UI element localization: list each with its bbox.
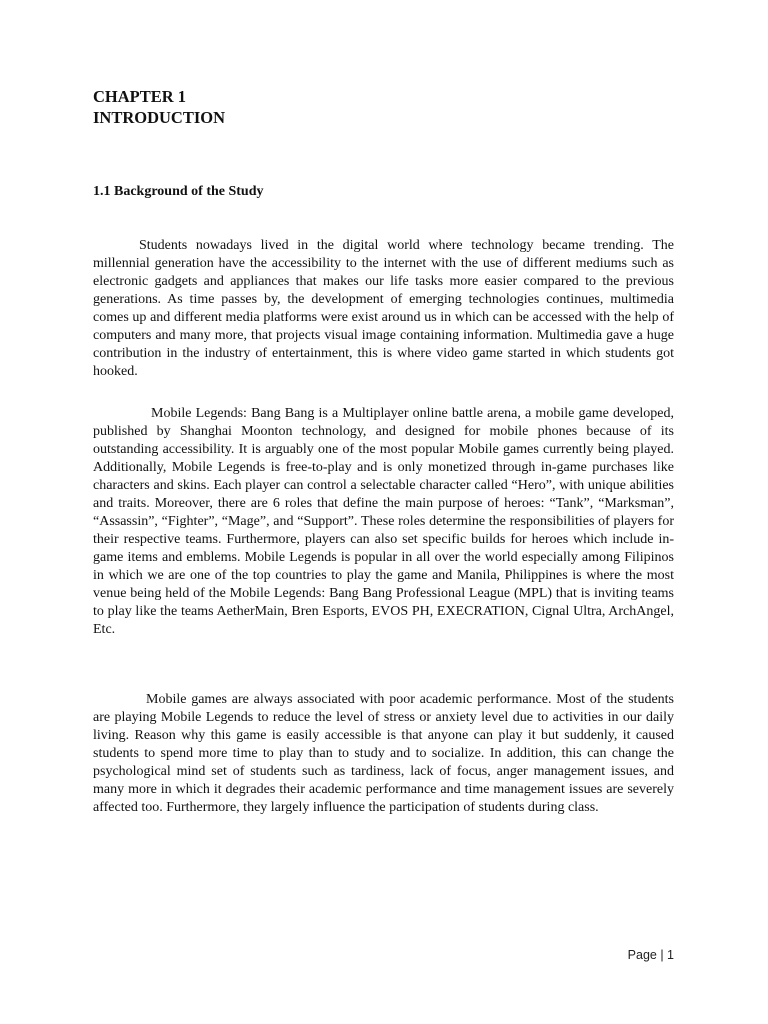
chapter-number: CHAPTER 1 — [93, 87, 187, 106]
chapter-heading — [93, 86, 225, 128]
paragraph-digital-world: Students nowadays lived in the digital world where technology became trending. The millennial generation have the accessibility to the internet with the use of different mediums such as electronic gadgets and appliances that makes our life tasks more easier compared to the previous generations. As time passes by, the development of emerging technologies continues, multimedia comes up and different media platforms were exist around us in which can be accessed with the help of computers and many more, that projects visual image containing information. Multimedia gave a huge contribution in the industry of entertainment, this is where video game started in which students got hooked. — [93, 238, 674, 379]
chapter-title: INTRODUCTION — [93, 108, 226, 127]
section-heading: 1.1 Background of the Study — [93, 184, 264, 199]
page-number-footer: Page | 1 — [627, 948, 674, 962]
paragraph-mobile-legends: Mobile Legends: Bang Bang is a Multiplayer online battle arena, a mobile game developed, published by Shanghai Moonton technology, and designed for mobile phones because of its outstanding accessibility. It is arguably one of the most popular Mobile games currently being played. Additionally, Mobile Legends is free-to-play and is only monetized through in-game purchases like characters and skins. Each player can control a selectable character called “Hero”, with unique abilities and traits. Moreover, there are 6 roles that define the main purpose of heroes: “Tank”, “Marksman”, “Assassin”, “Fighter”, “Mage”, and “Support”. These roles determine the responsibilities of players for their respective teams. Furthermore, players can also set specific builds for heroes which include in-game items and emblems. Mobile Legends is popular in all over the world especially among Filipinos in which we are one of the top countries to play the game and Manila, Philippines is where the most venue being held of the Mobile Legends: Bang Bang Professional League (MPL) that is inviting teams to play like the teams AetherMain, Bren Esports, EVOS PH, EXECRATION, Cignal Ultra, ArchAngel, Etc. — [93, 406, 674, 637]
paragraph-academic-performance: Mobile games are always associated with poor academic performance. Most of the students are playing Mobile Legends to reduce the level of stress or anxiety level due to activities in our daily living. Reason why this game is easily accessible is that anyone can play it but suddenly, it caused students to spend more time to play than to study and to socialize. In addition, this can change the psychological mind set of students such as tardiness, lack of focus, anger management issues, and many more in which it degrades their academic performance and time management issues are severely affected too. Furthermore, they largely influence the participation of students during class. — [93, 692, 674, 815]
